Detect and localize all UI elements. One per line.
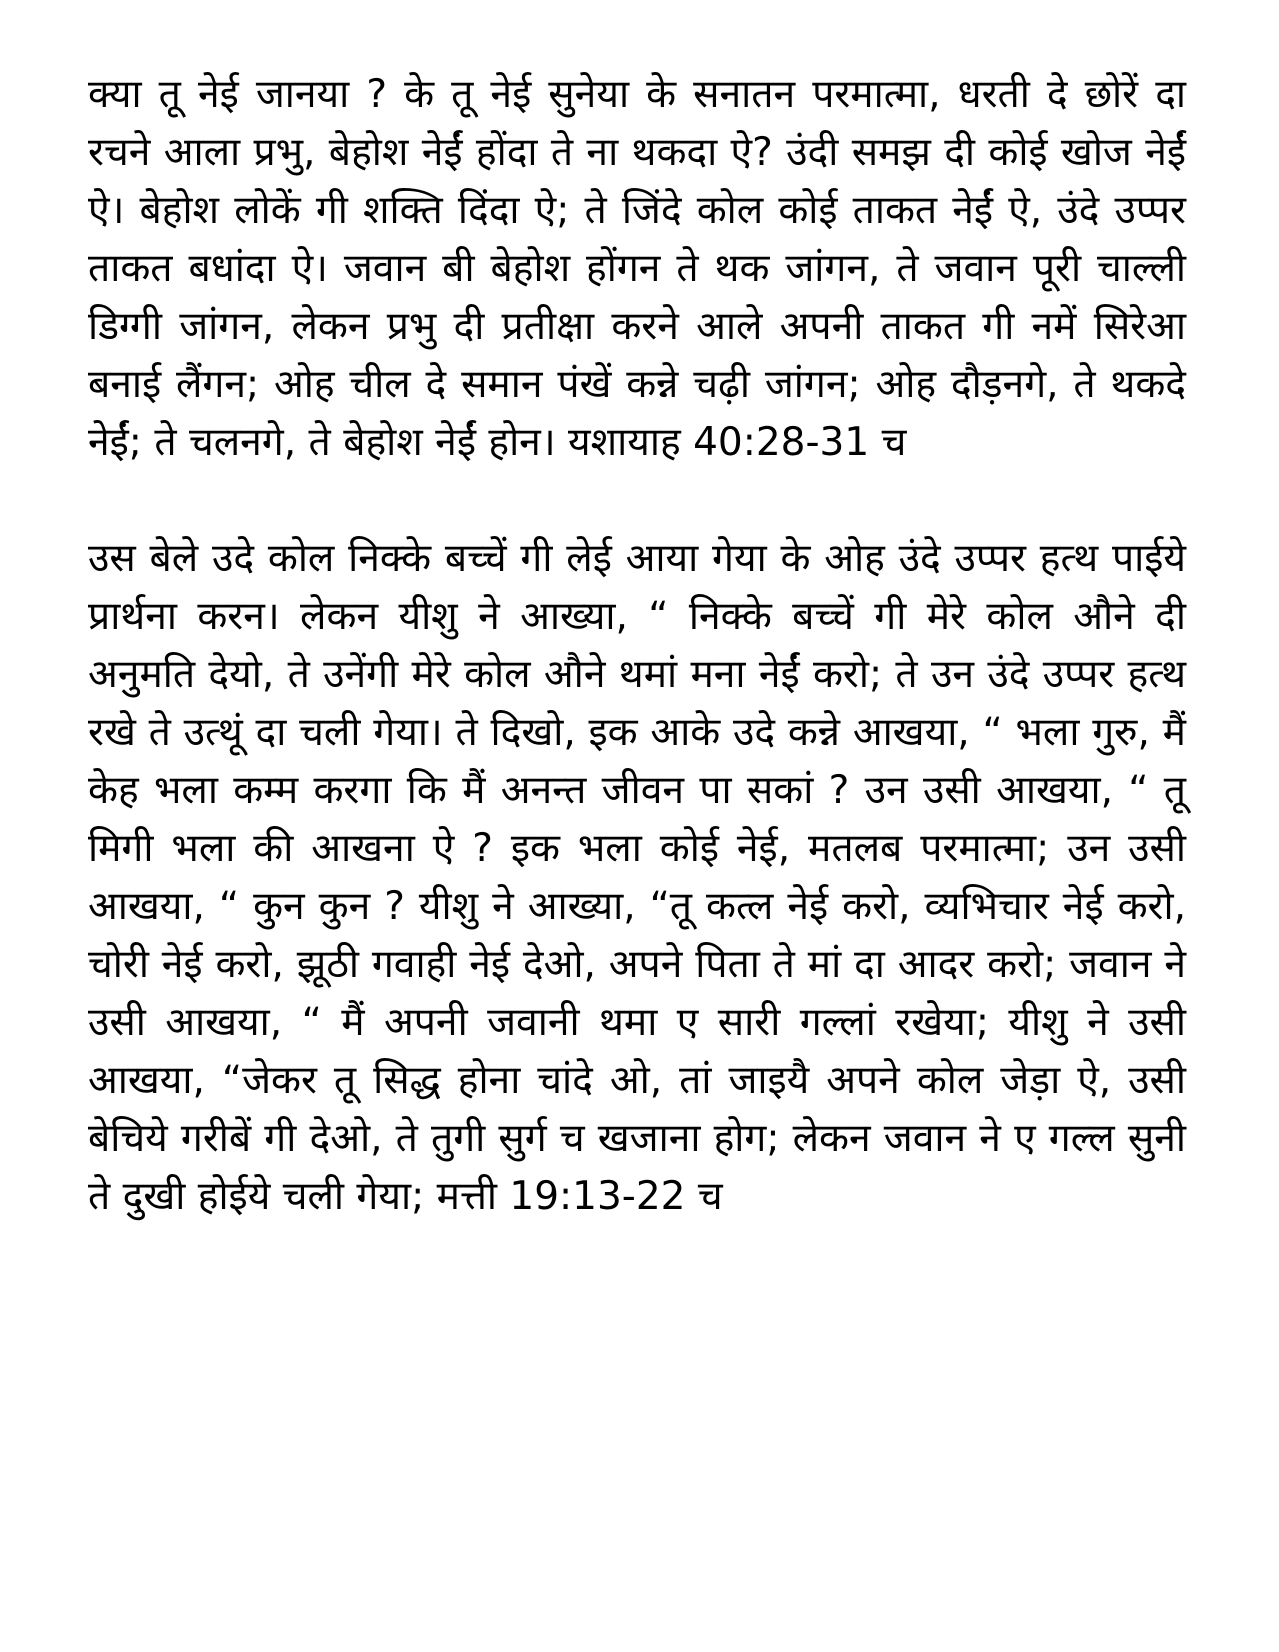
- paragraph-matthew: उस बेले उदे कोल निक्के बच्चें गी लेई आया गेया के ओह उंदे उप्पर हत्थ पाईये प्रार्थना करन। लेकन यीशु ने आख्या, “ निक्के बच्चें गी मेरे कोल औने दी अनुमति देयो, ते उनेंगी मेरे कोल औने थमां मना नेईं करो; ते उन उंदे उप्पर हत्थ रखे ते उत्थूं दा चली गेया। ते दिखो, इक आके उदे कन्ने आखया, “ भला गुरु, मैं केह भला कम्म करगा कि मैं अनन्त जीवन पा सकां ? उन उसी आखया, “ तू मिगी भला की आखना ऐ ? इक भला कोई नेई, मतलब परमात्मा; उन उसी आखया, “ कुन कुन ? यीशु ने आख्या, “तू कत्ल नेई करो, व्यभिचार नेई करो, चोरी नेई करो, झूठी गवाही नेई देओ, अपने पिता ते मां दा आदर करो; जवान ने उसी आखया, “ मैं अपनी जवानी थमा ए सारी गल्लां रखेया; यीशु ने उसी आखया, “जेकर तू सिद्ध होना चांदे ओ, तां जाइयै अपने कोल जेड़ा ऐ, उसी बेचिये गरीबें गी देओ, ते तुगी सुर्ग च खजाना होग; लेकन जवान ने ए गल्ल सुनी ते दुखी होईये चली गेया; मत्ती 19:13-22 च: [88, 536, 1186, 1219]
- paragraph-isaiah: क्या तू नेई जानया ? के तू नेई सुनेया के सनातन परमात्मा, धरती दे छोरें दा रचने आला प्रभु, बेहोश नेईं होंदा ते ना थकदा ऐ? उंदी समझ दी कोई खोज नेईं ऐ। बेहोश लोकें गी शक्ति दिंदा ऐ; ते जिंदे कोल कोई ताकत नेईं ऐ, उंदे उप्पर ताकत बधांदा ऐ। जवान बी बेहोश होंगन ते थक जांगन, ते जवान पूरी चाल्ली डिग्गी जांगन, लेकन प्रभु दी प्रतीक्षा करने आले अपनी ताकत गी नमें सिरेआ बनाई लैंगन; ओह चील दे समान पंखें कन्ने चढ़ी जांगन; ओह दौड़नगे, ते थकदे नेईं; ते चलनगे, ते बेहोश नेईं होन। यशायाह 40:28-31 च: [88, 72, 1186, 465]
- document-page: [88, 66, 1186, 1226]
